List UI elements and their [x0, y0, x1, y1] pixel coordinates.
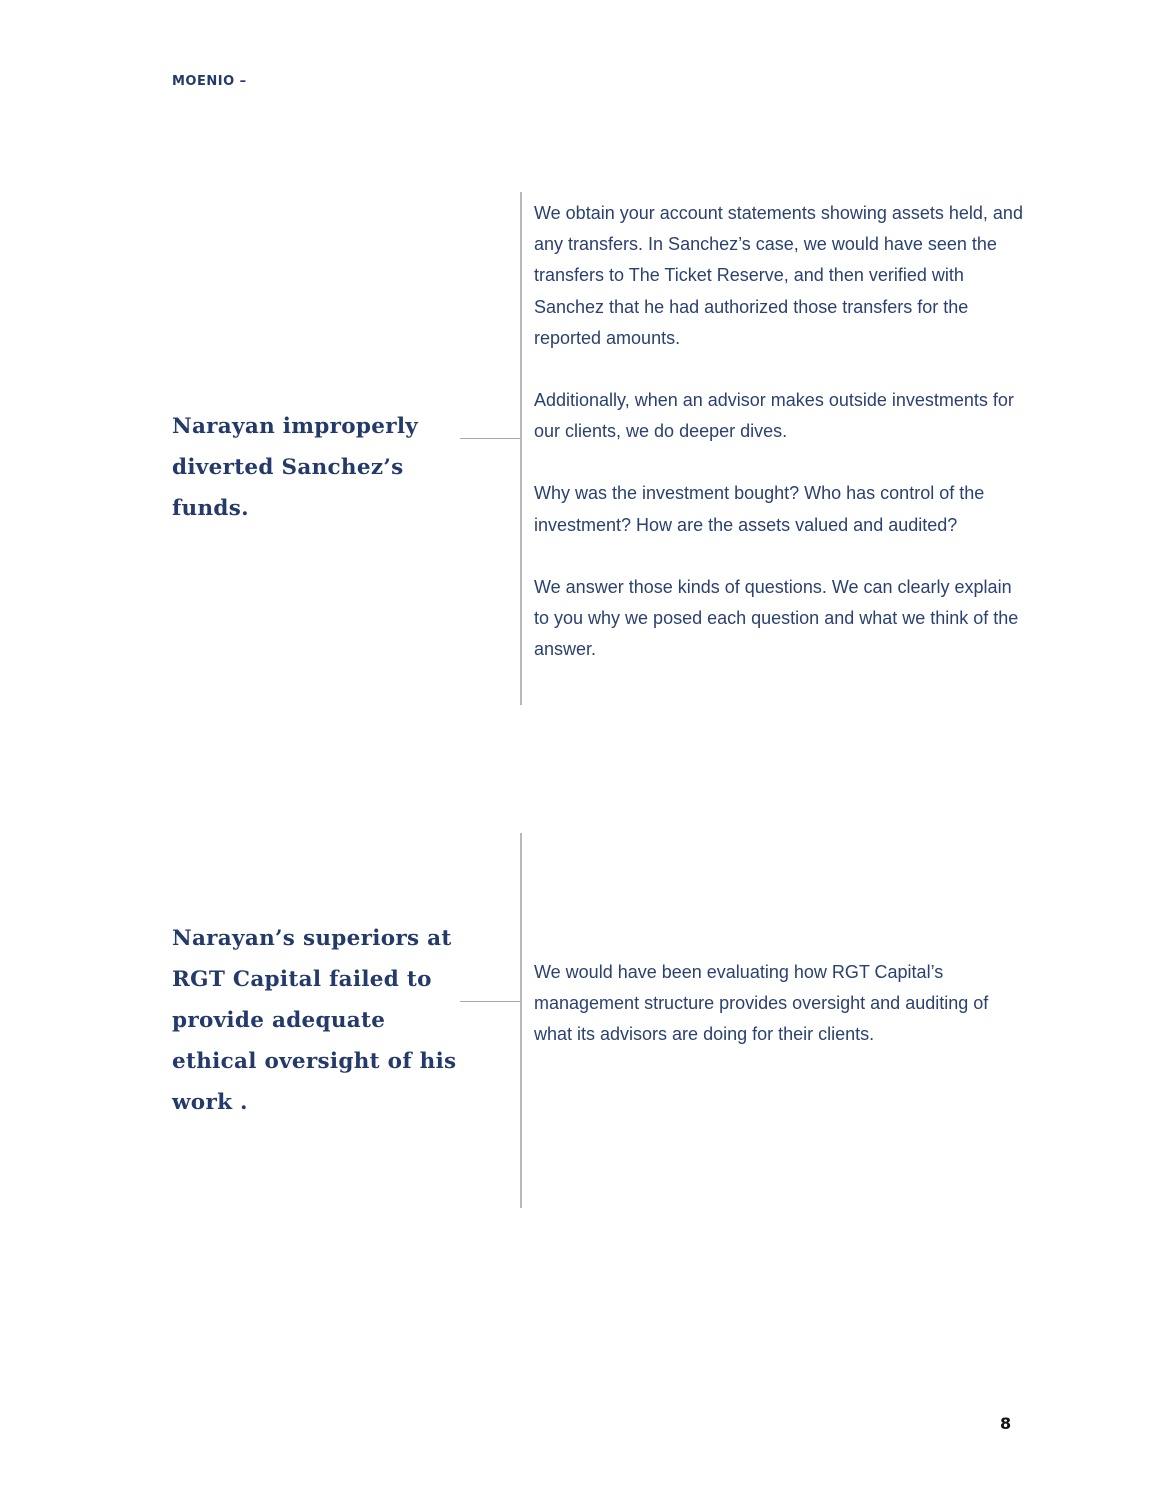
vertical-divider	[520, 192, 522, 705]
claim-response-section-2	[0, 833, 1159, 1208]
connector-line	[460, 438, 520, 439]
page-number: 8	[1000, 1414, 1012, 1433]
response-paragraph: We would have been evaluating how RGT Capital’s management structure provides oversight and auditing of what its advisors are doing for their clients.	[534, 962, 989, 1045]
response-paragraph: We answer those kinds of questions. We can clearly explain to you why we posed each question and what we think of the answer.	[534, 576, 1019, 660]
response-text	[534, 198, 1026, 665]
response-paragraph: We obtain your account statements showing assets held, and any transfers. In Sanchez’s case, we would have seen the transfers to The Ticket Reserve, and then verified with Sanchez that he had authorized those transfers for the reported amounts.	[534, 203, 1023, 348]
response-paragraph: Why was the investment bought? Who has control of the investment? How are the assets valued and audited?	[534, 483, 985, 535]
claim-heading: Narayan’s superiors at RGT Capital failed to provide adequate ethical oversight of his work .	[172, 926, 457, 1115]
connector-line	[460, 1001, 520, 1002]
vertical-divider	[520, 833, 522, 1208]
header-brand: MOENIO –	[172, 74, 247, 89]
claim-response-section-1	[0, 192, 1159, 705]
response-paragraph: Additionally, when an advisor makes outside investments for our clients, we do deeper dives.	[534, 390, 1014, 442]
response-text	[534, 957, 1026, 1051]
claim-heading: Narayan improperly diverted Sanchez’s funds.	[172, 414, 419, 521]
